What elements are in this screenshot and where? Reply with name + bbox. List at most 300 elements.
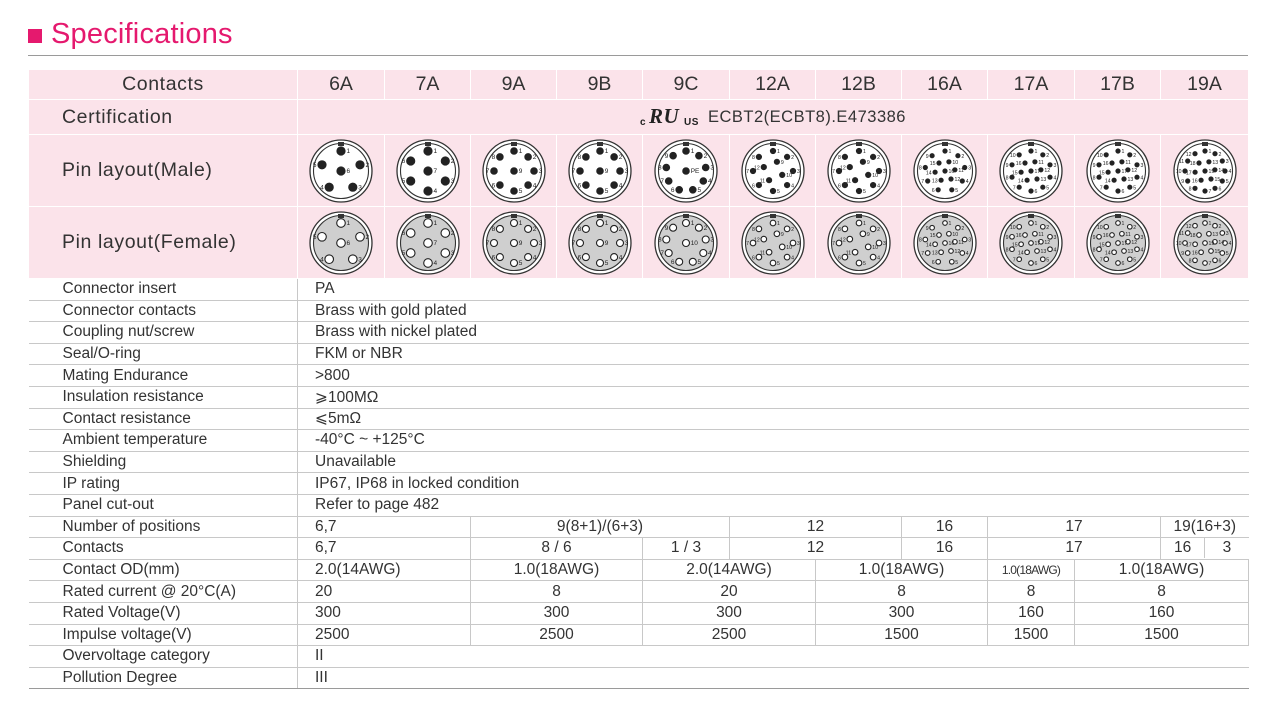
pin-contact [1115, 188, 1120, 193]
pin-number: 7 [433, 167, 437, 175]
pin-number: 2 [703, 224, 708, 232]
pin-contact [683, 147, 690, 154]
pin-number: 1 [433, 219, 437, 227]
pin-number: 6 [751, 254, 755, 261]
pin-contact [1121, 176, 1126, 181]
pin-number: 12 [1130, 167, 1137, 174]
pin-contact [1029, 148, 1034, 153]
pin-contact [530, 239, 537, 246]
pin-contact [1206, 159, 1211, 164]
pin-number: 8 [657, 164, 662, 172]
pin-contact [923, 237, 928, 242]
pin-number: 10 [1096, 152, 1103, 159]
pin-number: 8 [1005, 246, 1009, 253]
pin-number: 17 [1034, 168, 1041, 175]
pin-contact [337, 166, 346, 175]
pin-contact [1033, 231, 1038, 236]
pin-number: 11 [957, 239, 964, 246]
pin-number: 2 [365, 233, 370, 241]
pin-number: 9 [780, 231, 784, 238]
female-pin-diagram [653, 210, 719, 276]
pin-number: 5 [401, 249, 405, 257]
pin-contact [683, 219, 690, 226]
pin-number: 4 [532, 181, 536, 189]
pin-number: 4 [433, 259, 437, 267]
pin-contact [774, 159, 780, 165]
table-row [29, 279, 1249, 301]
pin-number: 2 [960, 153, 964, 160]
pin-number: 17 [1121, 168, 1127, 175]
pin-contact [1192, 258, 1197, 263]
pin-contact [1198, 177, 1203, 182]
pin-number: 9 [604, 167, 608, 175]
pin-number: 11 [957, 167, 964, 174]
column-header: 12A [730, 70, 816, 100]
pin-layout-female-label: Pin layout(Female) [29, 207, 298, 279]
pin-contact [1105, 169, 1110, 174]
pin-contact [1109, 160, 1114, 165]
pin-contact [1202, 240, 1207, 245]
pin-number: 14 [1217, 239, 1224, 246]
row-label: Coupling nut/screw [29, 322, 298, 344]
pin-contact [770, 188, 776, 194]
pin-number: 3 [967, 165, 971, 172]
pin-contact [610, 225, 617, 232]
cul-us-logo-icon [640, 106, 702, 128]
pin-contact [423, 166, 432, 175]
row-value: III [298, 667, 1249, 689]
pin-number: 4 [790, 182, 794, 189]
certification-label: Certification [29, 100, 298, 135]
pin-contact [1208, 248, 1213, 253]
pin-contact [700, 177, 707, 184]
pin-contact [1198, 249, 1203, 254]
pin-number: 2 [790, 154, 794, 161]
pin-contact [1048, 174, 1053, 179]
pin-number: 2 [960, 225, 964, 232]
pin-contact [610, 181, 617, 188]
pin-number: 13 [931, 177, 938, 184]
row-label: Impulse voltage(V) [29, 624, 298, 646]
row-value: 2500 [471, 624, 643, 646]
pin-number: 7 [433, 239, 437, 247]
pin-contact [1202, 260, 1207, 265]
pin-number: 3 [624, 239, 628, 247]
pin-number: 7 [831, 168, 835, 175]
pin-contact [423, 258, 432, 267]
pin-number: 12 [1185, 223, 1191, 230]
pin-contact [610, 153, 617, 160]
pin-number: 1 [346, 219, 351, 227]
key-notch [942, 142, 948, 146]
table-row [29, 667, 1249, 689]
male-pin-diagram [1172, 138, 1238, 204]
pin-number: 12 [954, 176, 960, 183]
pin-number: 10 [1175, 240, 1181, 247]
pin-contact [856, 220, 862, 226]
row-value: >800 [298, 365, 1249, 387]
pin-contact [490, 239, 497, 246]
pin-number: 10 [871, 244, 878, 251]
pin-contact [441, 248, 450, 257]
row-value: 1500 [988, 624, 1075, 646]
table-row [29, 646, 1249, 668]
pin-contact [1105, 241, 1110, 246]
column-header: 9B [557, 70, 643, 100]
pin-number: 13 [1127, 248, 1133, 255]
row-value: 12 [730, 516, 902, 538]
certification-row [29, 100, 1249, 135]
pin-number: 10 [785, 244, 792, 251]
pin-number: 1 [518, 147, 522, 155]
pin-contact [865, 244, 871, 250]
pin-number: 14 [1017, 249, 1024, 256]
pin-number: 1 [1208, 220, 1211, 227]
pin-contact [784, 182, 790, 188]
pin-number: 11 [1178, 158, 1184, 165]
pin-number: 15 [1011, 169, 1018, 176]
section-header [28, 14, 233, 54]
pin-number: 11 [759, 249, 765, 256]
pin-contact [1220, 250, 1225, 255]
key-notch [942, 214, 948, 218]
row-value: 300 [471, 602, 643, 624]
pin-number: 6 [577, 181, 581, 189]
pin-number: 3 [1053, 234, 1057, 241]
pin-number: 8 [657, 236, 662, 244]
pin-contact [406, 228, 415, 237]
pin-contact [949, 259, 954, 264]
pin-number: 12 [1044, 167, 1051, 174]
pin-contact [948, 248, 953, 253]
pin-contact [596, 259, 603, 266]
pin-number: 7 [485, 167, 489, 175]
pin-number: 9 [518, 167, 522, 175]
pin-number: 5 [1046, 256, 1050, 263]
pin-number: 3 [710, 236, 715, 244]
pin-number: 4 [876, 182, 880, 189]
pin-contact [936, 160, 941, 165]
male-pin-diagram [912, 138, 978, 204]
pin-number: 16 [948, 240, 954, 247]
pin-number: 7 [571, 239, 575, 247]
pin-contact [1119, 159, 1124, 164]
pin-contact [856, 148, 862, 154]
table-row [29, 602, 1249, 624]
pin-number: 10 [871, 172, 878, 179]
pin-contact [700, 249, 707, 256]
pin-number: 1 [1208, 148, 1211, 155]
table-row [29, 494, 1249, 516]
row-label: Number of positions [29, 516, 298, 538]
pin-contact [1111, 177, 1116, 182]
pin-contact [852, 177, 858, 183]
row-value: 12 [730, 538, 902, 560]
pin-number: 3 [796, 168, 800, 175]
pin-contact [779, 244, 785, 250]
row-value: 2500 [298, 624, 471, 646]
pin-contact [596, 239, 603, 246]
pin-contact [702, 164, 709, 171]
pin-contact [1025, 177, 1030, 182]
pin-number: 5 [518, 259, 522, 267]
female-pin-diagram [567, 210, 633, 276]
pin-contact [683, 239, 690, 246]
pin-contact [1035, 176, 1040, 181]
row-value: 160 [988, 602, 1075, 624]
pin-contact [1196, 232, 1201, 237]
row-label: Shielding [29, 451, 298, 473]
pin-number: 12 [753, 236, 760, 243]
table-row [29, 473, 1249, 495]
pin-number: 5 [954, 187, 958, 194]
column-header: 19A [1161, 70, 1249, 100]
pin-contact [1127, 184, 1132, 189]
pin-number: 6 [670, 258, 675, 266]
pin-contact [842, 226, 848, 232]
pin-number: 9 [1092, 162, 1095, 169]
pin-number: 17 [1185, 241, 1192, 248]
pin-number: 5 [1046, 184, 1050, 191]
pin-contact [852, 249, 858, 255]
pin-number: 9 [780, 159, 784, 166]
row-value: 17 [988, 516, 1161, 538]
row-value: 1500 [1075, 624, 1249, 646]
pin-number: 7 [745, 168, 749, 175]
pin-contact [784, 154, 790, 160]
pin-number: 16 [1191, 249, 1198, 256]
key-notch [425, 142, 431, 146]
row-label: Ambient temperature [29, 430, 298, 452]
pin-contact [1019, 241, 1024, 246]
pin-contact [770, 220, 776, 226]
pin-number: 13 [1211, 159, 1218, 166]
row-value: 1.0(18AWG) [816, 559, 988, 581]
pin-number: 7 [920, 250, 924, 257]
pin-contact [936, 232, 941, 237]
pin-number: 8 [918, 237, 922, 244]
pin-contact [1048, 162, 1053, 167]
pin-contact [665, 249, 672, 256]
pin-contact [670, 152, 677, 159]
female-pin-diagram [826, 210, 892, 276]
pin-contact [865, 172, 871, 178]
female-pin-diagram [1085, 210, 1151, 276]
pin-contact [1041, 152, 1046, 157]
pin-contact [695, 224, 702, 231]
pin-number: 5 [312, 233, 317, 241]
pin-contact [496, 225, 503, 232]
pin-contact [1127, 224, 1132, 229]
pin-number: 4 [1228, 168, 1231, 175]
male-pin-diagram [481, 138, 547, 204]
pin-contact [1206, 231, 1211, 236]
pin-number: 1 [518, 219, 522, 227]
pin-contact [1202, 188, 1207, 193]
pin-contact [960, 178, 965, 183]
female-pin-diagram [740, 210, 806, 276]
pin-number: 5 [1132, 184, 1136, 191]
pin-number: 8 [1092, 246, 1095, 253]
pin-contact [935, 187, 940, 192]
row-label: Contact resistance [29, 408, 298, 430]
pin-contact [1109, 232, 1114, 237]
pin-contact [938, 177, 943, 182]
row-value: -40°C ~ +125°C [298, 430, 1249, 452]
pin-number: 8 [491, 153, 495, 161]
pin-number: 6 [751, 182, 755, 189]
pin-number: 7 [660, 177, 664, 185]
row-value: 19(16+3) [1161, 516, 1249, 538]
female-pin-diagram [912, 210, 978, 276]
contacts-header-label: Contacts [29, 70, 298, 100]
pin-number: 9 [1180, 250, 1184, 257]
pin-contact [1196, 160, 1201, 165]
male-pin-diagram [998, 138, 1064, 204]
pin-contact [946, 159, 951, 164]
pin-contact [510, 147, 517, 154]
column-header: 17B [1075, 70, 1161, 100]
split-cell [1161, 538, 1249, 560]
pin-contact [689, 258, 696, 265]
pin-number: 6 [1218, 186, 1221, 192]
pin-number: 1 [862, 220, 866, 227]
pin-contact [955, 153, 960, 158]
pin-number: 6 [837, 182, 841, 189]
pin-number: 13 [1211, 231, 1218, 238]
pin-contact [1103, 152, 1108, 157]
pin-number: 5 [518, 187, 522, 195]
pin-layout-male-label: Pin layout(Male) [29, 135, 298, 207]
pin-contact [860, 231, 866, 237]
pin-number: 4 [965, 250, 969, 257]
pin-number: 17 [1121, 240, 1127, 247]
pin-contact [942, 148, 947, 153]
pin-number: 10 [1096, 224, 1103, 231]
pin-number: 9 [1005, 162, 1009, 169]
pin-number: 3 [1225, 230, 1229, 237]
pin-number: 5 [697, 258, 702, 266]
pin-number: 9 [866, 231, 870, 238]
pin-number: 8 [837, 226, 841, 233]
pin-contact [441, 176, 450, 185]
pin-contact [842, 154, 848, 160]
pin-contact [1033, 159, 1038, 164]
pin-number: 15 [1214, 248, 1220, 255]
pin-contact [1029, 260, 1034, 265]
pin-number: 1 [1121, 148, 1124, 155]
pin-number: 10 [690, 239, 698, 247]
pin-number: 12 [753, 164, 760, 171]
pin-number: 13 [931, 249, 938, 256]
pin-layout-female-row [29, 207, 1249, 279]
pin-contact [318, 160, 327, 169]
pin-contact [1029, 240, 1034, 245]
pin-number: 10 [951, 231, 958, 238]
pin-contact [756, 226, 762, 232]
certification-text: ECBT2(ECBT8).E473386 [707, 107, 906, 126]
pin-number: 7 [745, 240, 749, 247]
pin-number: 16 [1015, 232, 1022, 239]
pin-number: 6 [931, 187, 935, 194]
row-value: 8 / 6 [471, 538, 643, 560]
pin-number: 1 [948, 220, 951, 227]
pin-contact [847, 236, 853, 242]
pin-contact [1103, 184, 1108, 189]
pin-contact [1029, 220, 1034, 225]
pin-contact [1192, 241, 1197, 246]
pin-contact [1115, 148, 1120, 153]
key-notch [1202, 142, 1208, 146]
female-pin-diagram [395, 210, 461, 276]
pin-contact [423, 146, 432, 155]
pin-contact [1192, 169, 1197, 174]
row-label: Insulation resistance [29, 386, 298, 408]
pin-contact [942, 168, 947, 173]
row-value: 300 [643, 602, 816, 624]
row-label: Rated Voltage(V) [29, 602, 298, 624]
pin-contact [779, 172, 785, 178]
pin-contact [596, 187, 603, 194]
row-value: 6,7 [298, 516, 471, 538]
pin-contact [1212, 223, 1217, 228]
pin-number: 10 [1175, 168, 1181, 175]
pin-contact [870, 254, 876, 260]
pin-contact [923, 165, 928, 170]
pin-number: PE [690, 167, 700, 175]
pin-number: 9 [1005, 234, 1009, 241]
row-value: 1.0(18AWG) [471, 559, 643, 581]
pin-number: 1 [690, 147, 695, 155]
pin-number: 1 [776, 220, 780, 227]
table-row [29, 408, 1249, 430]
pin-number: 17 [1034, 240, 1041, 247]
key-notch [425, 214, 431, 218]
pin-number: 1 [1034, 220, 1038, 227]
table-row [29, 300, 1249, 322]
row-value: 2.0(14AWG) [643, 559, 816, 581]
pin-number: 5 [776, 260, 780, 267]
pin-contact [524, 225, 531, 232]
pin-number: 5 [1225, 178, 1229, 185]
pin-number: 6 [1034, 188, 1038, 195]
pin-contact [1048, 246, 1053, 251]
pin-number: 15 [929, 160, 935, 167]
pin-contact [1192, 223, 1197, 228]
pin-contact [860, 159, 866, 165]
pin-number: 6 [491, 181, 495, 189]
pin-contact [441, 228, 450, 237]
pin-contact [524, 181, 531, 188]
pin-contact [1103, 224, 1108, 229]
pin-number: 1 [346, 147, 351, 155]
pin-contact [423, 238, 432, 247]
pin-number: 5 [401, 177, 405, 185]
pin-number: 5 [862, 260, 866, 267]
key-notch [770, 214, 776, 218]
pin-number: 1 [1034, 148, 1038, 155]
male-pin-diagram [826, 138, 892, 204]
pin-contact [582, 225, 589, 232]
pin-number: 8 [1188, 258, 1191, 264]
pin-contact [1023, 232, 1028, 237]
pin-number: 7 [831, 240, 835, 247]
pin-number: 12 [839, 164, 846, 171]
pin-number: 4 [320, 183, 324, 191]
pin-number: 3 [1225, 158, 1229, 165]
pin-contact [524, 153, 531, 160]
pin-contact [946, 231, 951, 236]
